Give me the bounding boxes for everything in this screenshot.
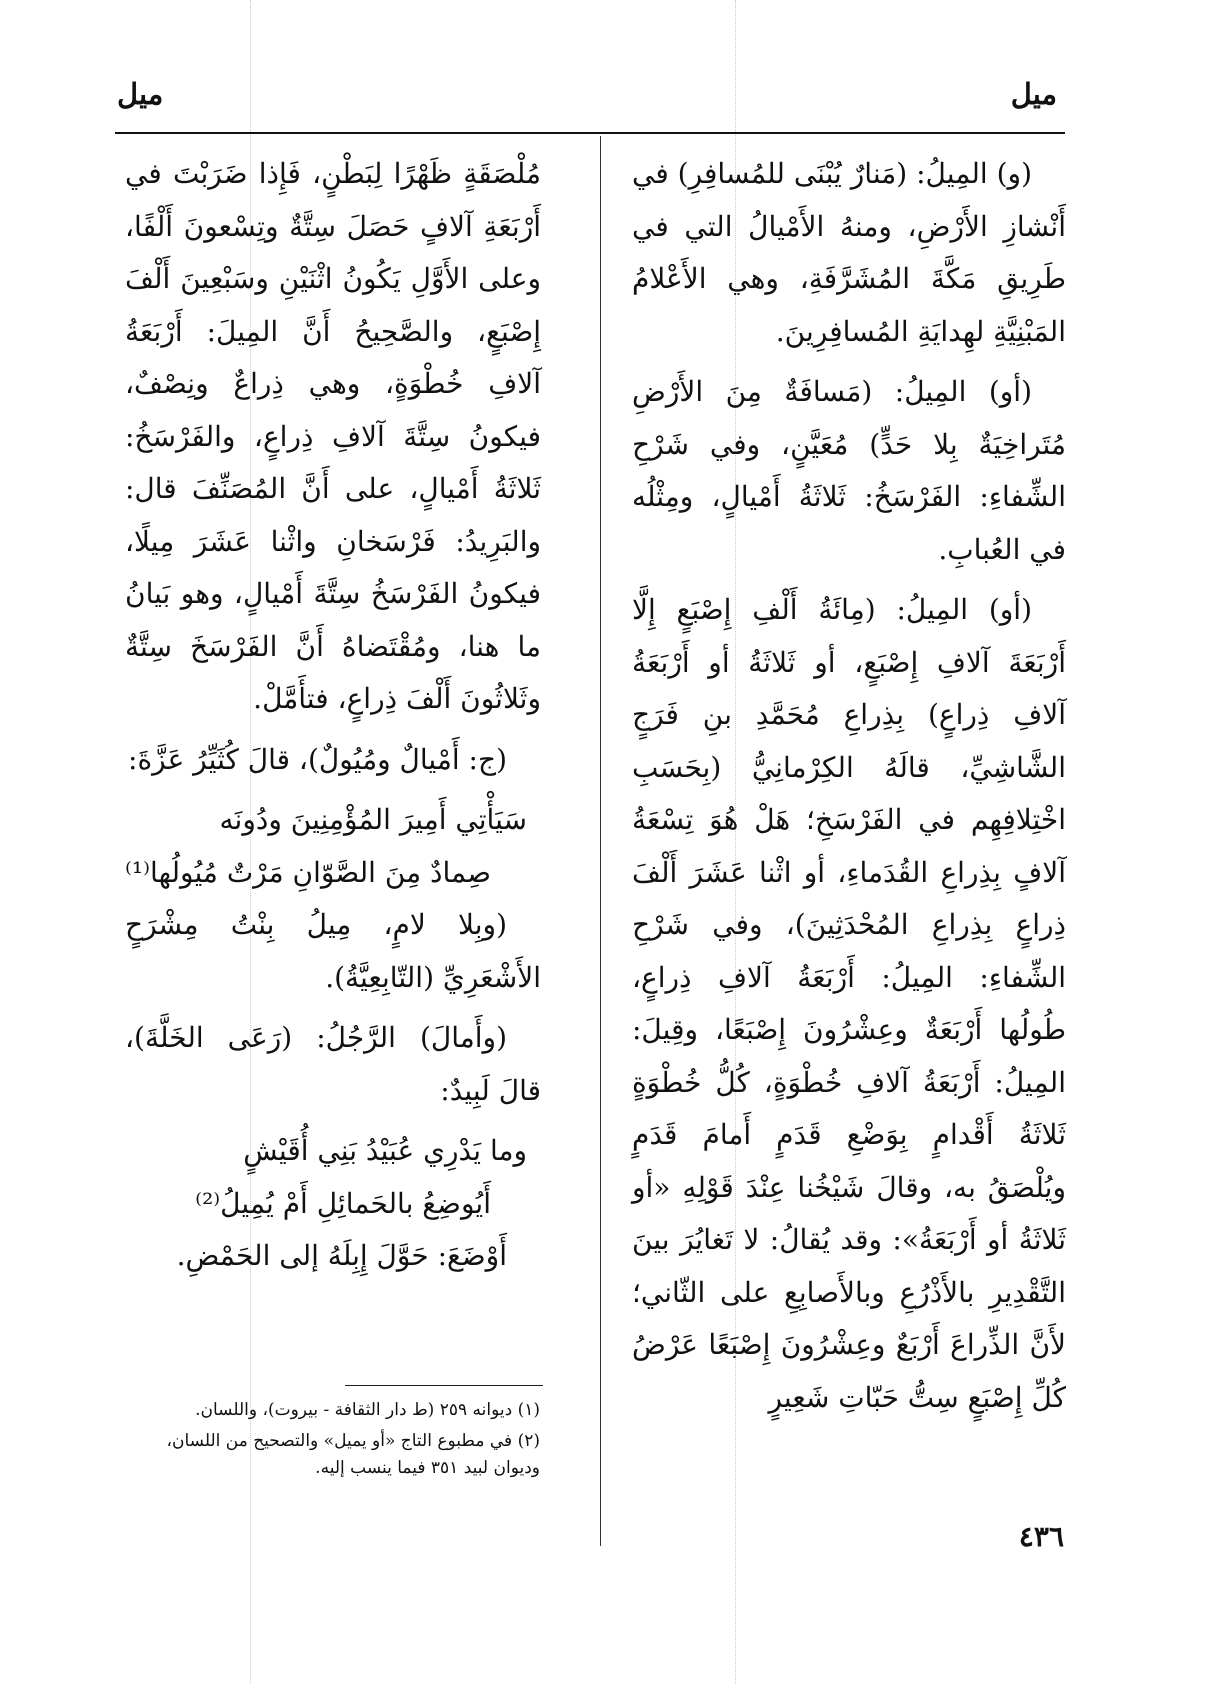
paragraph-mil-name: (وبِلا لامٍ، مِيلُ بِنْتُ مِشْرَحٍ الأَشْعَرِيِّ (التّابِعِيَّةُ). — [125, 908, 541, 994]
footnote-1: (١) ديوانه ٢٥٩ (ط دار الثقافة - بيروت)، واللسان. — [195, 1400, 540, 1420]
footnotes — [150, 1397, 540, 1486]
paragraph-finger-measure: (أو) المِيلُ: (مِائَةُ أَلْفِ إِصْبَعٍ إِلَّا أَرْبَعَةَ آلافِ إِصْبَعٍ، أو ثَلاثَةُ أو أَرْبَعَةُ آلافِ ذِراعٍ) بِذِراعِ مُحَمَّدِ بنِ فَرَجٍ الشَّاشِيِّ، قالَهُ الكِرْمانِيُّ (بِحَسَبِ اخْتِلافِهِم في الفَرْسَخِ؛ هَلْ هُوَ تِسْعَةُ آلافٍ بِذِراعِ القُدَماءِ، أو اثْنا عَشَرَ أَلْفَ ذِراعٍ بِذِراعِ المُحْدَثِينَ)، وفي شَرْحِ الشِّفاءِ: المِيلُ: أَرْبَعَةُ آلافِ ذِراعٍ، طُولُها أَرْبَعَةٌ وعِشْرُونَ إِصْبَعًا، وقِيلَ: المِيلُ: أَرْبَعَةُ آلافِ خُطْوَةٍ، كُلُّ خُطْوَةٍ ثَلاثَةُ أَقْدامٍ بِوَضْعِ قَدَمٍ أَمامَ قَدَمٍ ويُلْصَقُ به، وقالَ شَيْخُنا عِنْدَ قَوْلِهِ «أو ثَلاثَةُ أو أَرْبَعَةُ»: وقد يُقالُ: لا تَغايُرَ بينَ التَّقْدِيرِ بالأَذْرُعِ وبالأَصابِعِ على الثّاني؛ لأَنَّ الذِّراعَ أَرْبَعٌ وعِشْرُونَ إِصْبَعًا عَرْضُ كُلِّ إِصْبَعٍ سِتُّ حَبّاتِ شَعِيرٍ — [632, 593, 1066, 1414]
paragraph-distance: (أو) المِيلُ: (مَسافَةٌ مِنَ الأَرْضِ مُتَراخِيَةٌ بِلا حَدٍّ) مُعَيَّنٍ، وفي شَرْحِ الشِّفاءِ: الفَرْسَخُ: ثَلاثَةُ أَمْيالٍ، ومِثْلُه في العُبابِ. — [632, 375, 1066, 566]
page-number: ٤٣٦ — [1018, 1520, 1064, 1553]
verse-line: سَيَأْتِي أَمِيرَ المُؤْمِنِينَ ودُونَه — [219, 803, 527, 836]
verse-line: وما يَدْرِي عُبَيْدُ بَنِي أُقَيْشٍ — [243, 1134, 527, 1167]
right-column — [632, 148, 1066, 1432]
paragraph-amala: (وأَمالَ) الرَّجُلُ: (رَعَى الخَلَّةَ)، قالَ لَبِيدٌ: — [125, 1021, 541, 1107]
paragraph-awda: أَوْضَعَ: حَوَّلَ إِبِلَهُ إلى الحَمْضِ. — [176, 1239, 507, 1272]
header-keyword-left: ميل — [117, 77, 164, 111]
footnote-2: (٢) في مطبوع التاج «أو يميل» والتصحيح من اللسان، وديوان لبيد ٣٥١ فيما ينسب إليه. — [166, 1431, 540, 1478]
paragraph-continuation: مُلْصَقَةٍ ظَهْرًا لِبَطْنٍ، فَإِذا ضَرَبْتَ في أَرْبَعَةِ آلافٍ حَصَلَ سِتَّةٌ وتِسْعونَ أَلْفًا، وعلى الأَوَّلِ يَكُونُ اثْنَيْنِ وسَبْعِينَ أَلْفَ إِصْبَعٍ، والصَّحِيحُ أَنَّ المِيلَ: أَرْبَعَةُ آلافِ خُطْوَةٍ، وهي ذِراعٌ ونِصْفٌ، فيكونُ سِتَّةَ آلافِ ذِراعٍ، والفَرْسَخُ: ثَلاثَةُ أَمْيالٍ، على أَنَّ المُصَنِّفَ قال: والبَرِيدُ: فَرْسَخانِ واثْنا عَشَرَ مِيلًا، فيكونُ الفَرْسَخُ سِتَّةَ أَمْيالٍ، وهو بَيانُ ما هنا، ومُقْتَضاهُ أَنَّ الفَرْسَخَ سِتَّةٌ وثَلاثُونَ أَلْفَ ذِراعٍ، فتأَمَّلْ. — [125, 157, 541, 715]
left-column — [125, 148, 541, 1291]
header-keyword-right: ميل — [1010, 77, 1057, 111]
footnote-rule — [345, 1385, 543, 1386]
verse-line: أَيُوضِعُ بالحَمائِلِ أَمْ يُمِيلُ⁽²⁾ — [195, 1186, 491, 1220]
paragraph-minaret: (و) المِيلُ: (مَنارٌ يُبْنَى للمُسافِرِ) في أَنْشازِ الأَرْضِ، ومنهُ الأَمْيالُ التي في طَرِيقِ مَكَّةَ المُشَرَّفَةِ، وهي الأَعْلامُ المَبْنِيَّةِ لهِدايَةِ المُسافِرِينَ. — [632, 157, 1066, 348]
column-divider — [600, 136, 601, 1546]
paragraph-plural: (ج: أَمْيالٌ ومُيُولٌ)، قالَ كُثَيِّرُ عَزَّةَ: — [128, 742, 507, 776]
header-rule — [115, 132, 1065, 134]
verse-line: صِمادٌ مِنَ الصَّوّانِ مَرْتٌ مُيُولُها⁽¹⁾ — [125, 855, 491, 889]
